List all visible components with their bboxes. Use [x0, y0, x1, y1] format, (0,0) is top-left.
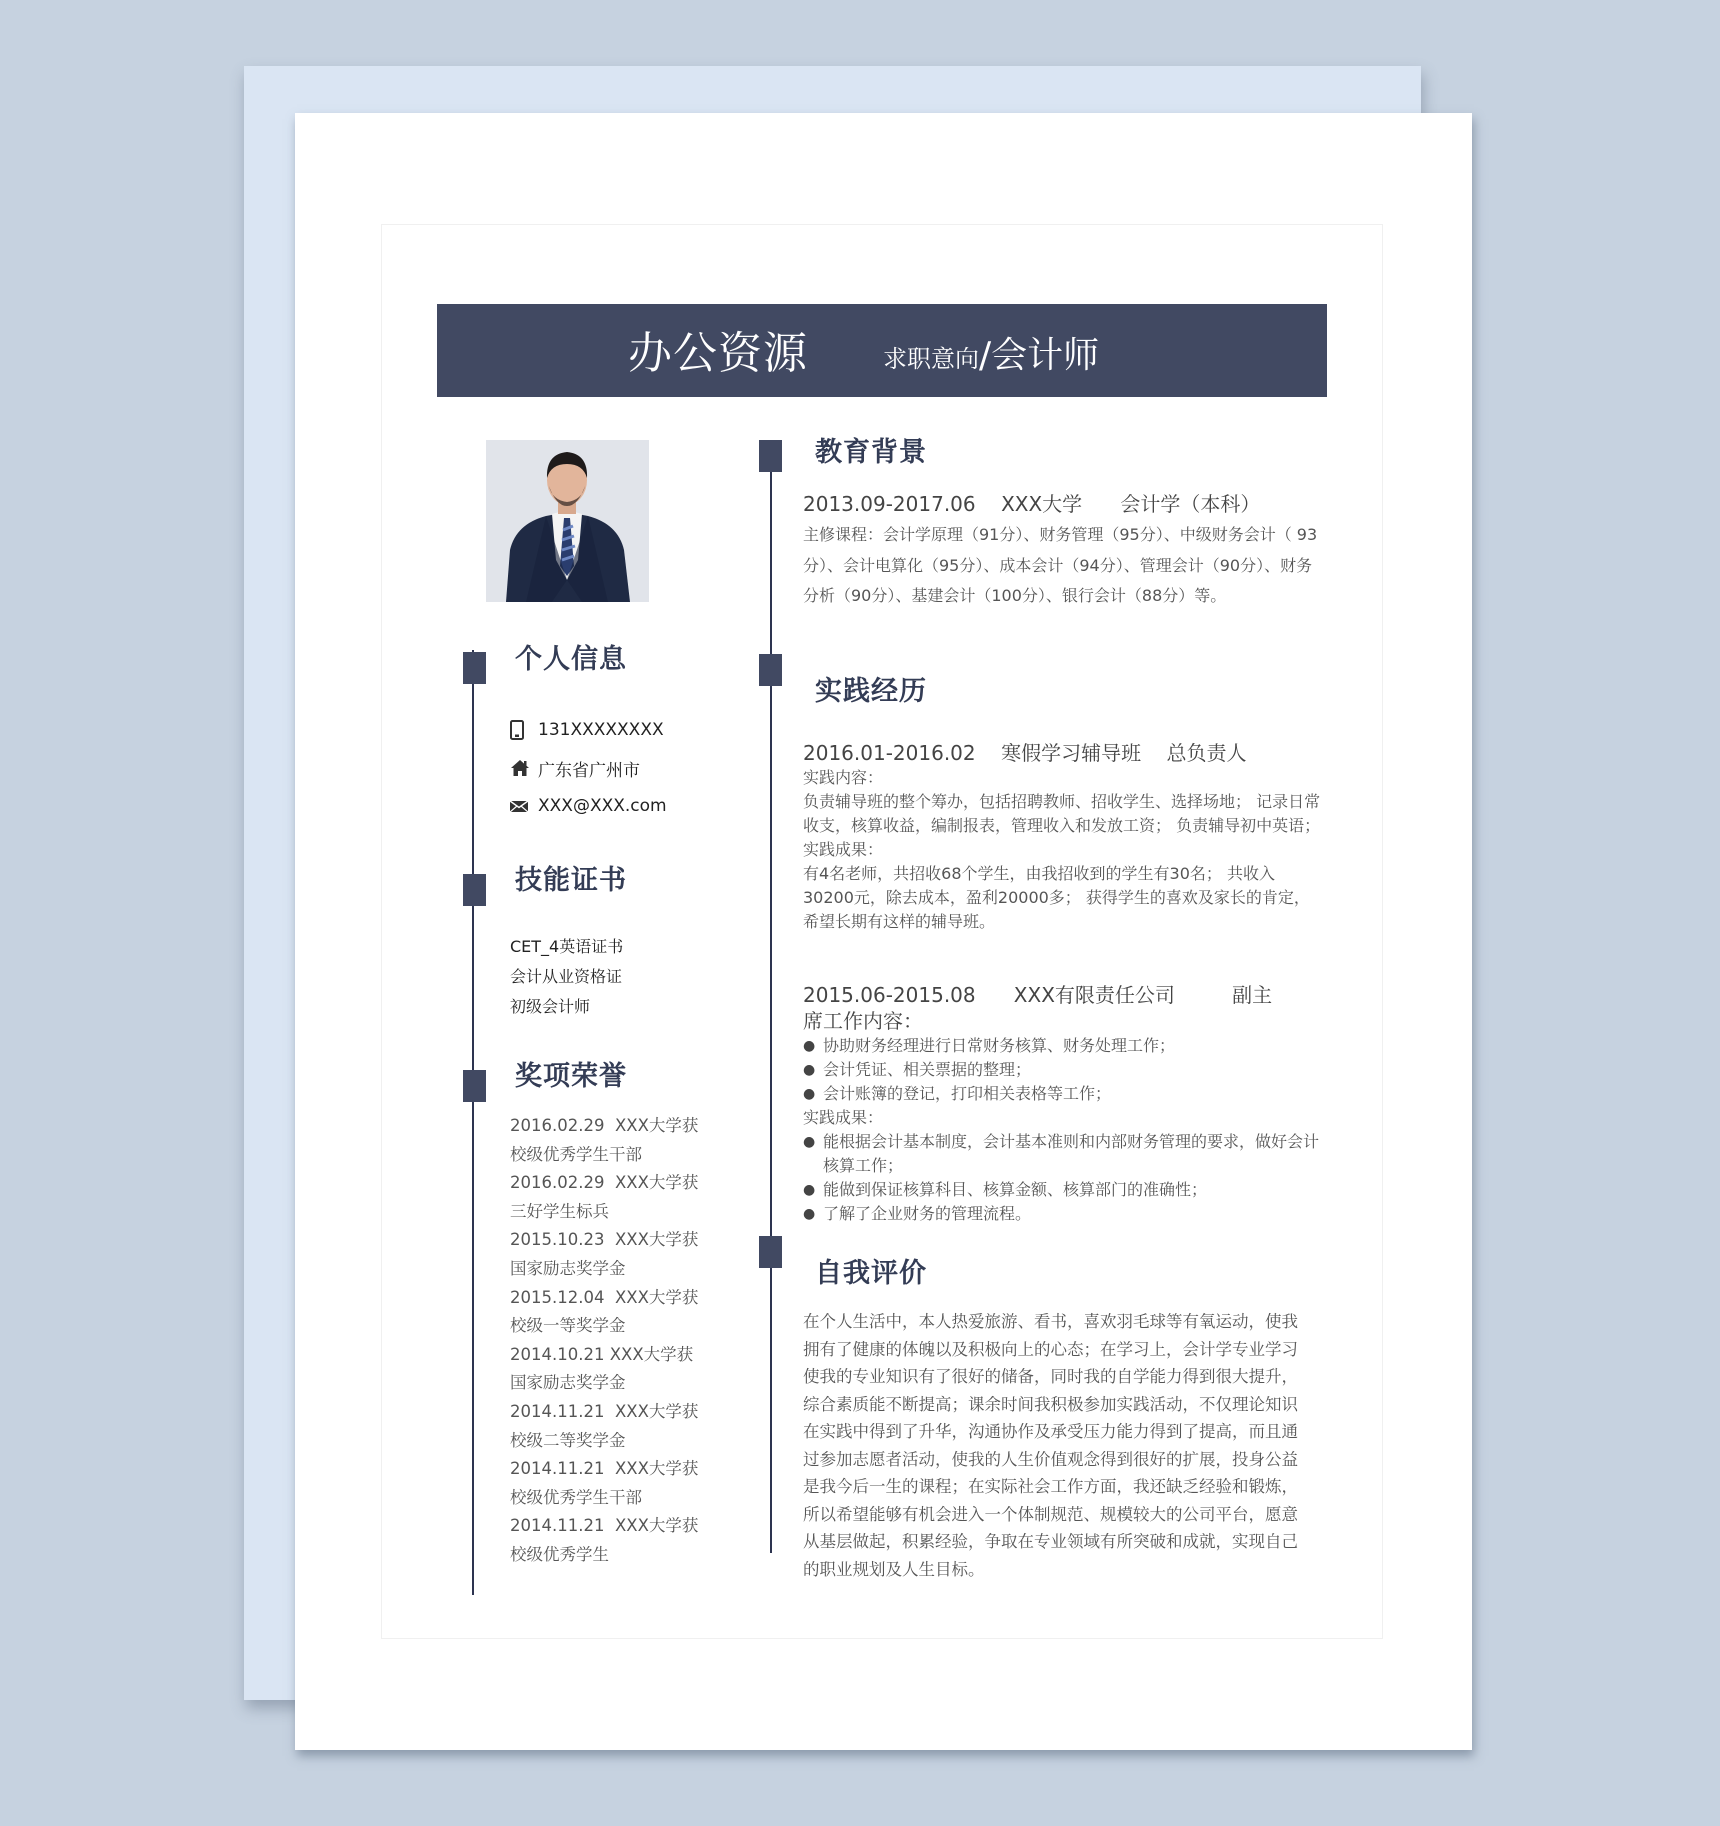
section-title-awards: 奖项荣誉: [515, 1061, 627, 1092]
email-address: XXX@XXX.com: [538, 796, 667, 816]
experience-content: 负责辅导班的整个筹办，包括招聘教师、招收学生、选择场地； 记录日常收支，核算收益，编制报表，管理收入和发放工资； 负责辅导初中英语；: [803, 792, 1321, 835]
award-name: 校级优秀学生: [510, 1544, 609, 1564]
award-item: [510, 1112, 720, 1169]
bullet-icon: ●: [803, 1086, 816, 1102]
experience-role-continued: 席工作内容：: [803, 1009, 923, 1033]
award-org: XXX大学获: [614, 1401, 699, 1421]
home-icon: [510, 757, 532, 779]
portrait-image: [486, 440, 649, 602]
award-name: 国家励志奖学金: [510, 1258, 626, 1278]
section-marker: [463, 652, 486, 684]
job-intent: [883, 334, 1099, 384]
education-major: 会计学（本科）: [1120, 492, 1261, 516]
experience-role: 总负责人: [1166, 741, 1247, 765]
bullet-icon: ●: [803, 1182, 816, 1198]
section-title-experience: 实践经历: [815, 676, 927, 707]
award-date: 2015.10.23: [510, 1230, 605, 1250]
award-name: 国家励志奖学金: [510, 1373, 626, 1393]
bullet-icon: ●: [803, 1062, 816, 1078]
award-name: 校级一等奖学金: [510, 1316, 626, 1336]
bullet-icon: ●: [803, 1134, 816, 1150]
section-title-education: 教育背景: [815, 437, 927, 468]
section-marker: [463, 874, 486, 906]
award-date: 2014.11.21: [510, 1401, 605, 1421]
info-email: [510, 793, 667, 819]
duty-item: ● 会计账簿的登记，打印相关表格等工作；: [803, 1082, 1323, 1106]
job-intent-value: 会计师: [991, 335, 1100, 376]
education-courses: 主修课程：会计学原理（91分）、财务管理（95分）、中级财务会计（ 93分）、会计电算化（95分）、成本会计（94分）、管理会计（90分）、财务分析（90分）、基建会计（100分）、银行会计（88分）等。: [803, 525, 1318, 605]
award-org: XXX大学获: [614, 1516, 699, 1536]
award-date: 2015.12.04: [510, 1287, 605, 1307]
result-label: 实践成果：: [803, 1108, 884, 1127]
skills-list: [510, 932, 623, 1022]
result-item: ● 能根据会计基本制度，会计基本准则和内部财务管理的要求，做好会计核算工作；: [803, 1130, 1323, 1178]
award-item: [510, 1284, 720, 1341]
experience-header: [803, 982, 1323, 1008]
experience-period: 2015.06-2015.08: [803, 983, 976, 1007]
skill-item: CET_4英语证书: [510, 937, 624, 956]
award-item: [510, 1455, 720, 1512]
experience-entry: [803, 740, 1323, 934]
award-date: 2014.11.21: [510, 1459, 605, 1479]
award-name: 三好学生标兵: [510, 1201, 609, 1221]
left-timeline-line: [472, 650, 474, 1595]
result-label: 实践成果：: [803, 840, 884, 859]
job-intent-label: 求职意向: [883, 345, 979, 373]
award-item: [510, 1512, 720, 1569]
phone-number: 131XXXXXXXX: [538, 720, 664, 740]
experience-org: XXX有限责任公司: [1013, 983, 1175, 1007]
profile-photo: [486, 440, 649, 602]
award-item: [510, 1226, 720, 1283]
award-name: 校级二等奖学金: [510, 1430, 626, 1450]
award-date: 2016.02.29: [510, 1116, 605, 1135]
job-intent-separator: /: [979, 335, 992, 376]
bullet-icon: ●: [803, 1206, 816, 1222]
bullet-icon: ●: [803, 1038, 816, 1054]
award-org: XXX大学获: [614, 1173, 699, 1193]
award-name: 校级优秀学生干部: [510, 1144, 642, 1164]
awards-list: [510, 1112, 720, 1570]
skill-item: 初级会计师: [510, 997, 591, 1016]
award-date: 2014.11.21: [510, 1516, 605, 1536]
award-date: 2014.10.21: [510, 1344, 605, 1364]
candidate-name: 办公资源: [628, 328, 808, 379]
award-item: [510, 1169, 720, 1226]
mail-icon: [510, 795, 532, 817]
duty-item: ● 会计凭证、相关票据的整理；: [803, 1058, 1323, 1082]
content-label: 实践内容：: [803, 768, 884, 787]
experience-header: [803, 740, 1323, 766]
experience-entry: [803, 982, 1323, 1226]
skill-item: 会计从业资格证: [510, 967, 623, 986]
award-org: XXX大学获: [609, 1344, 694, 1364]
award-org: XXX大学获: [614, 1230, 699, 1250]
result-item: ● 了解了企业财务的管理流程。: [803, 1202, 1323, 1226]
info-address: [510, 755, 640, 781]
award-date: 2016.02.29: [510, 1173, 605, 1193]
self-evaluation-text: 在个人生活中，本人热爱旅游、看书，喜欢羽毛球等有氧运动，使我拥有了健康的体魄以及积极向上的心态；在学习上，会计学专业学习使我的专业知识有了很好的储备，同时我的自学能力得到很大提升，综合素质能不断提高；课余时间我积极参加实践活动，不仅理论知识在实践中得到了升华，沟通协作及承受压力能力得到了提高，而且通过参加志愿者活动，使我的人生价值观念得到很好的扩展，投身公益是我今后一生的课程；在实际社会工作方面，我还缺乏经验和锻炼，所以希望能够有机会进入一个体制规范、规模较大的公司平台，愿意从基层做起，积累经验，争取在专业领域有所突破和成就，实现自己的职业规划及人生目标。: [803, 1312, 1298, 1579]
experience-period: 2016.01-2016.02: [803, 741, 976, 765]
section-marker: [759, 1236, 782, 1268]
duty-item: ● 协助财务经理进行日常财务核算、财务处理工作；: [803, 1034, 1323, 1058]
experience-role: 副主: [1232, 983, 1273, 1007]
section-title-self-evaluation: 自我评价: [815, 1258, 927, 1289]
education-entry: [803, 488, 1323, 612]
section-marker: [759, 654, 782, 686]
education-header: [803, 488, 1323, 520]
award-org: XXX大学获: [614, 1287, 699, 1307]
phone-icon: [510, 719, 532, 741]
section-marker: [759, 440, 782, 472]
resume-header: [437, 304, 1327, 397]
education-period: 2013.09-2017.06: [803, 492, 976, 516]
award-org: XXX大学获: [614, 1116, 699, 1135]
award-org: XXX大学获: [614, 1459, 699, 1479]
section-title-personal-info: 个人信息: [515, 644, 627, 675]
section-marker: [463, 1070, 486, 1102]
education-school: XXX大学: [1001, 492, 1083, 516]
award-item: [510, 1398, 720, 1455]
experience-org: 寒假学习辅导班: [1001, 741, 1142, 765]
award-name: 校级优秀学生干部: [510, 1487, 642, 1507]
right-timeline-line: [770, 440, 772, 1553]
info-phone: [510, 717, 664, 743]
section-title-skills: 技能证书: [515, 865, 627, 896]
award-item: [510, 1341, 720, 1398]
experience-result: 有4名老师，共招收68个学生，由我招收到的学生有30名； 共收入30200元，除去成本，盈利20000多； 获得学生的喜欢及家长的肯定，希望长期有这样的辅导班。: [803, 864, 1310, 931]
result-item: ● 能做到保证核算科目、核算金额、核算部门的准确性；: [803, 1178, 1323, 1202]
address: 广东省广州市: [538, 760, 640, 781]
